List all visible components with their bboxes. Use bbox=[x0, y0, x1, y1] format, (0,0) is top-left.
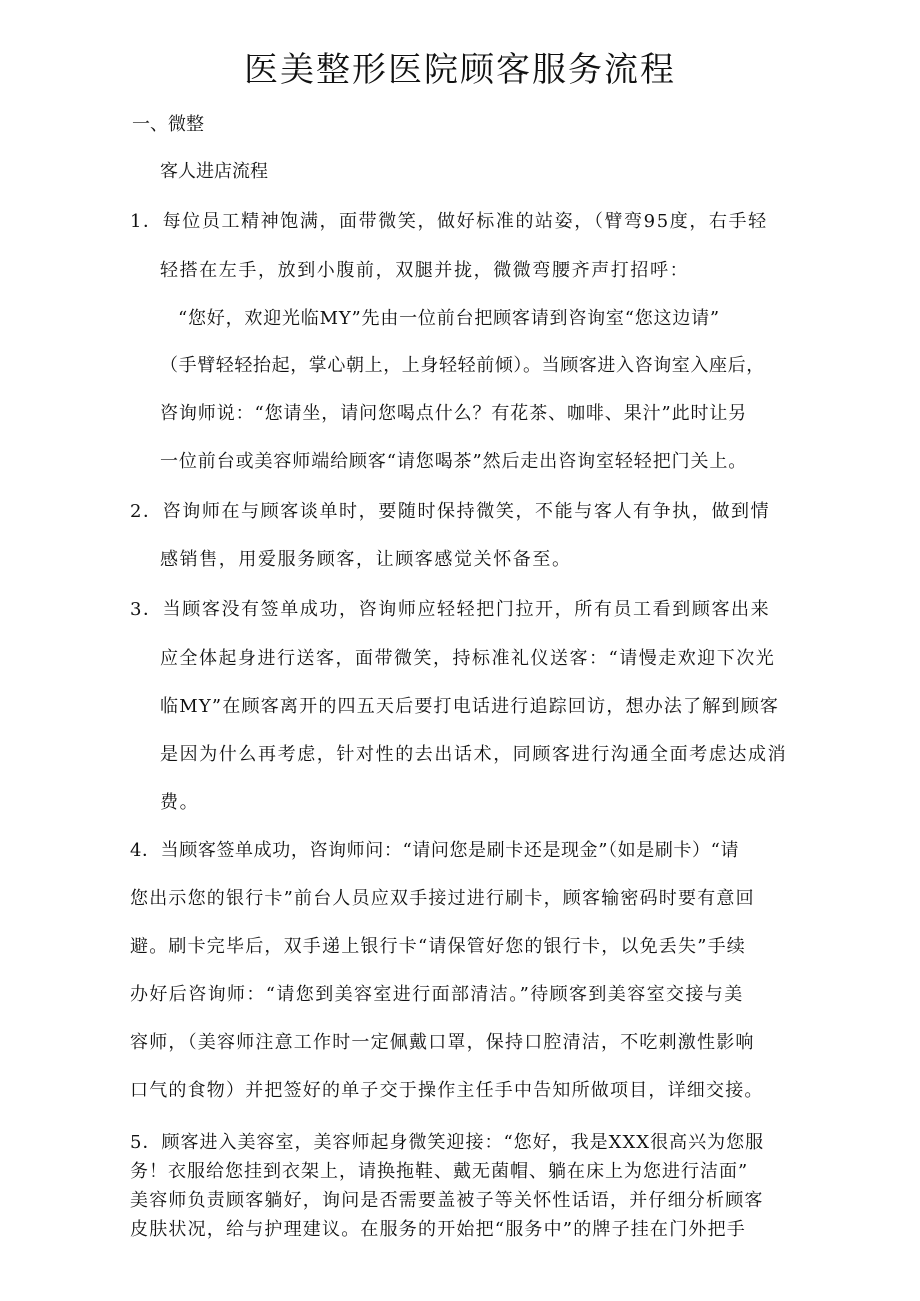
paragraph-line: 5．顾客进入美容室，美容师起身微笑迎接：“您好，我是XXX很高兴为您服 bbox=[130, 1132, 765, 1153]
paragraph-line: 口气的食物）并把签好的单子交于操作主任手中告知所做项目，详细交接。 bbox=[130, 1080, 764, 1101]
paragraph-line: 2．咨询师在与顾客谈单时，要随时保持微笑，不能与客人有争执，做到情 bbox=[130, 501, 771, 522]
paragraph-line: 3．当顾客没有签单成功，咨询师应轻轻把门拉开，所有员工看到顾客出来 bbox=[130, 599, 771, 620]
section-heading: 一、微整 bbox=[132, 114, 204, 135]
paragraph-line: 一位前台或美容师端给顾客“请您喝茶”然后走出咨询室轻轻把门关上。 bbox=[160, 451, 748, 472]
paragraph-line: （手臂轻轻抬起，掌心朝上，上身轻轻前倾）。当顾客进入咨询室入座后， bbox=[160, 355, 765, 376]
paragraph-line: 美容师负责顾客躺好，询问是否需要盖被子等关怀性话语，并仔细分析顾客 bbox=[130, 1190, 764, 1211]
paragraph-line: 4．当顾客签单成功，咨询师问：“请问您是刷卡还是现金”（如是刷卡）“请 bbox=[130, 840, 740, 861]
paragraph-line: 轻搭在左手，放到小腹前，双腿并拢，微微弯腰齐声打招呼： bbox=[160, 260, 690, 281]
paragraph-line: 您出示您的银行卡”前台人员应双手接过进行刷卡，顾客输密码时要有意回 bbox=[130, 888, 755, 909]
paragraph-line: 费。 bbox=[160, 792, 200, 813]
paragraph-line: 容师，（美容师注意工作时一定佩戴口罩，保持口腔清洁，不吃刺激性影响 bbox=[130, 1032, 755, 1053]
paragraph-line: 咨询师说：“您请坐，请问您喝点什么？有花茶、咖啡、果汁”此时让另 bbox=[160, 403, 748, 424]
page-title: 医美整形医院顾客服务流程 bbox=[244, 50, 676, 90]
paragraph-line: 办好后咨询师：“请您到美容室进行面部清洁。”待顾客到美容室交接与美 bbox=[130, 984, 744, 1005]
paragraph-line: 应全体起身进行送客，面带微笑，持标准礼仪送客：“请慢走欢迎下次光 bbox=[160, 648, 776, 669]
subheading: 客人进店流程 bbox=[160, 161, 268, 182]
paragraph-line: 1．每位员工精神饱满，面带微笑，做好标准的站姿，（臂弯95度，右手轻 bbox=[130, 211, 768, 232]
paragraph-line: 是因为什么再考虑，针对性的去出话术，同顾客进行沟通全面考虑达成消 bbox=[160, 744, 788, 765]
paragraph-line: 务！衣服给您挂到衣架上，请换拖鞋、戴无菌帽、躺在床上为您进行洁面” bbox=[130, 1161, 749, 1182]
paragraph-line: 皮肤状况，给与护理建议。在服务的开始把“服务中”的牌子挂在门外把手 bbox=[130, 1219, 747, 1240]
paragraph-line: 避。刷卡完毕后，双手递上银行卡“请保管好您的银行卡，以免丢失”手续 bbox=[130, 936, 747, 957]
paragraph-line: “您好，欢迎光临MY”先由一位前台把顾客请到咨询室“您这边请” bbox=[178, 308, 720, 329]
paragraph-line: 感销售，用爱服务顾客，让顾客感觉关怀备至。 bbox=[160, 549, 572, 570]
paragraph-line: 临MY”在顾客离开的四五天后要打电话进行追踪回访，想办法了解到顾客 bbox=[160, 696, 780, 717]
